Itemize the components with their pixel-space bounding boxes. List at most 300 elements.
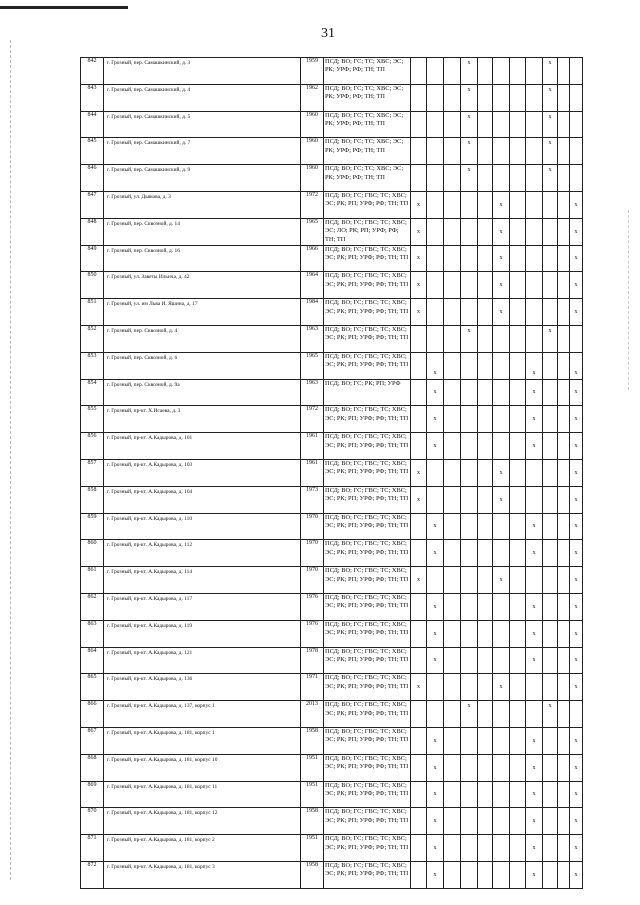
row-address: г. Грозный, пр-кт. А.Кадырова, д. 110 (104, 513, 301, 540)
mark-cell (526, 567, 543, 594)
row-address: г. Грозный, пер. Самашкинский, д. 9 (104, 165, 301, 192)
mark-cell: x (526, 835, 543, 862)
mark-cell (558, 567, 570, 594)
mark-cell (510, 701, 526, 728)
mark-cell (543, 486, 558, 513)
mark-cell (493, 701, 510, 728)
mark-cell: x (543, 58, 558, 85)
mark-cell (444, 325, 461, 352)
mark-cell: x (570, 808, 583, 835)
mark-cell: x (411, 272, 427, 299)
mark-cell: x (543, 111, 558, 138)
mark-cell: x (570, 433, 583, 460)
mark-cell (543, 299, 558, 326)
mark-cell: x (526, 352, 543, 379)
mark-cell (444, 352, 461, 379)
mark-cell (444, 459, 461, 486)
row-number: 863 (81, 620, 104, 647)
table-row (81, 593, 583, 620)
mark-cell (444, 808, 461, 835)
mark-cell (478, 808, 493, 835)
mark-cell (478, 272, 493, 299)
mark-cell (543, 245, 558, 272)
mark-cell (478, 835, 493, 862)
row-address: г. Грозный, пер. Самашкинский, д. 7 (104, 138, 301, 165)
mark-cell (526, 84, 543, 111)
mark-cell (461, 781, 478, 808)
mark-cell (543, 513, 558, 540)
mark-cell (411, 379, 427, 406)
mark-cell: x (570, 540, 583, 567)
mark-cell (411, 754, 427, 781)
row-year: 1960 (301, 111, 324, 138)
row-year: 1958 (301, 861, 324, 888)
table-row (81, 808, 583, 835)
mark-cell (444, 540, 461, 567)
row-year: 1951 (301, 754, 324, 781)
row-year: 1976 (301, 593, 324, 620)
mark-cell (478, 754, 493, 781)
mark-cell (526, 245, 543, 272)
mark-cell (444, 84, 461, 111)
row-works: ПСД; ВО; ГС; ГВС; ТС; ХВС; ЭС; РК; РП; УРФ; РФ; ТН; ТП (324, 272, 411, 299)
mark-cell (444, 567, 461, 594)
table-row (81, 754, 583, 781)
row-works: ПСД; ВО; ГС; ГВС; ТС; ХВС; ЭС; РК; РП; УРФ; РФ; ТН; ТП (324, 567, 411, 594)
mark-cell (411, 433, 427, 460)
mark-cell: x (570, 272, 583, 299)
mark-cell (493, 754, 510, 781)
row-works: ПСД; ВО; ГС; ГВС; ТС; ХВС; ЭС; РК; РП; УРФ; РФ; ТН; ТП (324, 406, 411, 433)
mark-cell (558, 218, 570, 245)
row-number: 855 (81, 406, 104, 433)
mark-cell: x (427, 620, 444, 647)
mark-cell (510, 459, 526, 486)
mark-cell (478, 218, 493, 245)
row-number: 850 (81, 272, 104, 299)
mark-cell: x (543, 325, 558, 352)
mark-cell (526, 111, 543, 138)
mark-cell: x (427, 727, 444, 754)
mark-cell (478, 781, 493, 808)
row-number: 854 (81, 379, 104, 406)
mark-cell (444, 58, 461, 85)
table-row (81, 647, 583, 674)
mark-cell (558, 781, 570, 808)
mark-cell: x (526, 513, 543, 540)
mark-cell (570, 701, 583, 728)
table-row (81, 459, 583, 486)
mark-cell (558, 861, 570, 888)
mark-cell (478, 406, 493, 433)
mark-cell (444, 191, 461, 218)
mark-cell (461, 433, 478, 460)
mark-cell: x (427, 647, 444, 674)
scan-left-edge (10, 40, 11, 880)
mark-cell (526, 138, 543, 165)
table-row (81, 218, 583, 245)
mark-cell (444, 165, 461, 192)
mark-cell (411, 647, 427, 674)
mark-cell: x (543, 84, 558, 111)
mark-cell (543, 808, 558, 835)
mark-cell (558, 111, 570, 138)
row-year: 1951 (301, 781, 324, 808)
row-works: ПСД; ВО; ГС; ГВС; ТС; ХВС; ЭС; РК; РП; УРФ; РФ; ТН; ТП (324, 352, 411, 379)
row-year: 1970 (301, 540, 324, 567)
table-row (81, 111, 583, 138)
row-works: ПСД; ВО; ГС; ГВС; ТС; ХВС; ЭС; РК; РП; УРФ; РФ; ТН; ТП (324, 781, 411, 808)
mark-cell (558, 486, 570, 513)
mark-cell (543, 861, 558, 888)
mark-cell (427, 674, 444, 701)
mark-cell: x (461, 165, 478, 192)
mark-cell (478, 58, 493, 85)
row-works: ПСД; ВО; ГС; ГВС; ТС; ХВС; ЭС; РК; РП; УРФ; РФ; ТН; ТП (324, 593, 411, 620)
mark-cell (478, 299, 493, 326)
row-address: г. Грозный, пр-кт. А.Кадырова, д. 181, корпус 11 (104, 781, 301, 808)
row-year: 1960 (301, 165, 324, 192)
mark-cell (411, 727, 427, 754)
table-row (81, 835, 583, 862)
mark-cell (493, 165, 510, 192)
mark-cell (478, 191, 493, 218)
row-year: 1951 (301, 835, 324, 862)
mark-cell (478, 727, 493, 754)
mark-cell: x (411, 218, 427, 245)
row-number: 867 (81, 727, 104, 754)
mark-cell: x (411, 486, 427, 513)
mark-cell: x (493, 218, 510, 245)
mark-cell (461, 593, 478, 620)
row-year: 1972 (301, 406, 324, 433)
row-number: 857 (81, 459, 104, 486)
row-address: г. Грозный, пр-кт. А.Кадырова, д. 137, корпус 1 (104, 701, 301, 728)
mark-cell: x (427, 379, 444, 406)
row-works: ПСД; ВО; ГС; ГВС; ТС; ХВС; ЭС; РК; РП; УРФ; РФ; ТН; ТП (324, 647, 411, 674)
table-row (81, 620, 583, 647)
row-year: 1978 (301, 647, 324, 674)
mark-cell: x (526, 781, 543, 808)
mark-cell (510, 406, 526, 433)
row-works: ПСД; ВО; ГС; ТС; ХВС; ЭС; РК; УРФ; РФ; ТН; ТП (324, 111, 411, 138)
mark-cell (493, 433, 510, 460)
mark-cell (461, 486, 478, 513)
row-works: ПСД; ВО; ГС; ГВС; ТС; ХВС; ЭС; РК; РП; УРФ; РФ; ТН; ТП (324, 620, 411, 647)
mark-cell: x (427, 593, 444, 620)
row-works: ПСД; ВО; ГС; ГВС; ТС; ХВС; ЭС; РК; РП; УРФ; РФ; ТН; ТП (324, 674, 411, 701)
row-year: 1962 (301, 84, 324, 111)
mark-cell: x (493, 191, 510, 218)
mark-cell (543, 781, 558, 808)
mark-cell (478, 138, 493, 165)
row-year: 1965 (301, 218, 324, 245)
mark-cell (411, 835, 427, 862)
mark-cell (461, 459, 478, 486)
mark-cell: x (526, 754, 543, 781)
mark-cell (461, 299, 478, 326)
table-row (81, 406, 583, 433)
mark-cell: x (526, 727, 543, 754)
row-works: ПСД; ВО; ГС; ГВС; ТС; ХВС; ЭС; РК; РП; УРФ; РФ; ТН; ТП (324, 433, 411, 460)
row-year: 1971 (301, 674, 324, 701)
mark-cell (558, 433, 570, 460)
row-year: 1961 (301, 459, 324, 486)
mark-cell: x (411, 674, 427, 701)
table-row (81, 191, 583, 218)
mark-cell: x (526, 540, 543, 567)
row-works: ПСД; ВО; ГС; ГВС; ТС; ХВС; ЭС; РК; РП; УРФ; РФ; ТН; ТП (324, 861, 411, 888)
mark-cell (510, 325, 526, 352)
mark-cell (444, 272, 461, 299)
table-row (81, 567, 583, 594)
mark-cell: x (526, 593, 543, 620)
mark-cell (478, 84, 493, 111)
mark-cell (411, 513, 427, 540)
mark-cell (510, 513, 526, 540)
table-row (81, 165, 583, 192)
mark-cell (411, 58, 427, 85)
row-address: г. Грозный, пр-кт. А.Кадырова, д. 181, корпус 1 (104, 727, 301, 754)
mark-cell (411, 540, 427, 567)
mark-cell (411, 593, 427, 620)
mark-cell (461, 191, 478, 218)
mark-cell (493, 138, 510, 165)
mark-cell (444, 379, 461, 406)
row-year: 1961 (301, 433, 324, 460)
mark-cell (510, 835, 526, 862)
row-number: 847 (81, 191, 104, 218)
mark-cell (526, 459, 543, 486)
mark-cell: x (543, 165, 558, 192)
row-address: г. Грозный, пр-кт. А.Кадырова, д. 181, корпус 12 (104, 808, 301, 835)
housing-register-table (80, 57, 583, 889)
mark-cell: x (461, 138, 478, 165)
mark-cell: x (411, 245, 427, 272)
mark-cell: x (493, 299, 510, 326)
mark-cell: x (570, 513, 583, 540)
mark-cell (478, 165, 493, 192)
row-year: 1966 (301, 245, 324, 272)
row-address: г. Грозный, ул. им Льва И. Яшина, д. 17 (104, 299, 301, 326)
row-year: 1958 (301, 727, 324, 754)
mark-cell (510, 138, 526, 165)
mark-cell (427, 486, 444, 513)
mark-cell: x (493, 459, 510, 486)
row-address: г. Грозный, пр-кт. А.Кадырова, д. 112 (104, 540, 301, 567)
mark-cell: x (570, 835, 583, 862)
row-number: 864 (81, 647, 104, 674)
row-year: 2013 (301, 701, 324, 728)
row-year: 1959 (301, 58, 324, 85)
mark-cell (510, 620, 526, 647)
mark-cell (526, 299, 543, 326)
row-number: 870 (81, 808, 104, 835)
mark-cell: x (570, 379, 583, 406)
mark-cell (444, 701, 461, 728)
row-address: г. Грозный, пр-кт. А.Кадырова, д. 136 (104, 674, 301, 701)
mark-cell (510, 433, 526, 460)
table-row (81, 272, 583, 299)
mark-cell (510, 58, 526, 85)
mark-cell (558, 379, 570, 406)
mark-cell (461, 647, 478, 674)
mark-cell (543, 191, 558, 218)
row-works: ПСД; ВО; ГС; ГВС; ТС; ХВС; ЭС; РК; РП; УРФ; РФ; ТН; ТП (324, 701, 411, 728)
mark-cell: x (493, 567, 510, 594)
mark-cell (510, 218, 526, 245)
mark-cell (558, 352, 570, 379)
mark-cell: x (493, 272, 510, 299)
mark-cell (493, 379, 510, 406)
mark-cell: x (570, 593, 583, 620)
mark-cell: x (461, 58, 478, 85)
mark-cell: x (526, 433, 543, 460)
row-number: 869 (81, 781, 104, 808)
mark-cell (510, 727, 526, 754)
mark-cell (427, 191, 444, 218)
row-year: 1972 (301, 191, 324, 218)
mark-cell (510, 272, 526, 299)
mark-cell (543, 540, 558, 567)
mark-cell (526, 272, 543, 299)
row-works: ПСД; ВО; ГС; ГВС; ТС; ХВС; ЭС; РК; РП; УРФ; РФ; ТН; ТП (324, 835, 411, 862)
mark-cell (558, 299, 570, 326)
row-address: г. Грозный, пер. Самашкинский, д. 4 (104, 84, 301, 111)
row-address: г. Грозный, пр-кт. А.Кадырова, д. 117 (104, 593, 301, 620)
mark-cell (478, 433, 493, 460)
mark-cell (526, 165, 543, 192)
row-address: г. Грозный, пр-кт. А.Кадырова, д. 104 (104, 486, 301, 513)
mark-cell: x (570, 781, 583, 808)
mark-cell (427, 325, 444, 352)
row-number: 858 (81, 486, 104, 513)
mark-cell (543, 754, 558, 781)
mark-cell (510, 861, 526, 888)
mark-cell (543, 835, 558, 862)
row-number: 871 (81, 835, 104, 862)
row-number: 862 (81, 593, 104, 620)
mark-cell: x (570, 191, 583, 218)
mark-cell (461, 406, 478, 433)
mark-cell: x (570, 218, 583, 245)
row-address: г. Грозный, пер. Сквозной, д. 14 (104, 218, 301, 245)
mark-cell (543, 218, 558, 245)
mark-cell (411, 781, 427, 808)
mark-cell: x (427, 433, 444, 460)
mark-cell (461, 808, 478, 835)
mark-cell (478, 701, 493, 728)
mark-cell (570, 325, 583, 352)
mark-cell (478, 486, 493, 513)
mark-cell (510, 486, 526, 513)
mark-cell (411, 84, 427, 111)
table-row (81, 540, 583, 567)
table-row (81, 379, 583, 406)
mark-cell (543, 727, 558, 754)
mark-cell (558, 272, 570, 299)
mark-cell (444, 781, 461, 808)
mark-cell (427, 165, 444, 192)
row-number: 853 (81, 352, 104, 379)
mark-cell (570, 165, 583, 192)
mark-cell (510, 781, 526, 808)
table-row (81, 486, 583, 513)
mark-cell (510, 352, 526, 379)
mark-cell (558, 808, 570, 835)
mark-cell (493, 835, 510, 862)
mark-cell: x (493, 674, 510, 701)
table-row (81, 727, 583, 754)
mark-cell (558, 620, 570, 647)
row-year: 1958 (301, 808, 324, 835)
mark-cell (478, 593, 493, 620)
mark-cell (510, 674, 526, 701)
mark-cell: x (461, 701, 478, 728)
mark-cell: x (411, 191, 427, 218)
row-works: ПСД; ВО; ГС; РК; РП; УРФ (324, 379, 411, 406)
mark-cell (526, 486, 543, 513)
mark-cell (558, 727, 570, 754)
mark-cell (510, 84, 526, 111)
mark-cell: x (570, 861, 583, 888)
mark-cell (493, 727, 510, 754)
mark-cell (427, 58, 444, 85)
row-address: г. Грозный, пр-кт. А.Кадырова, д. 114 (104, 567, 301, 594)
mark-cell (558, 593, 570, 620)
mark-cell (510, 754, 526, 781)
row-address: г. Грозный, пер. Самашкинский, д. 5 (104, 111, 301, 138)
table-row (81, 84, 583, 111)
mark-cell (444, 513, 461, 540)
row-address: г. Грозный, пер. Сквозной, д. 6 (104, 352, 301, 379)
mark-cell (558, 138, 570, 165)
row-number: 843 (81, 84, 104, 111)
mark-cell (427, 245, 444, 272)
mark-cell: x (411, 459, 427, 486)
mark-cell (461, 513, 478, 540)
mark-cell (558, 245, 570, 272)
mark-cell (526, 218, 543, 245)
row-year: 1963 (301, 379, 324, 406)
mark-cell: x (570, 754, 583, 781)
scan-top-bar (0, 6, 128, 9)
mark-cell (558, 754, 570, 781)
row-works: ПСД; ВО; ГС; ГВС; ТС; ХВС; ЭС; ЛО; РК; РП; УРФ; РФ; ТН; ТП (324, 218, 411, 245)
mark-cell (444, 218, 461, 245)
mark-cell (427, 138, 444, 165)
row-works: ПСД; ВО; ГС; ГВС; ТС; ХВС; ЭС; РК; РП; УРФ; РФ; ТН; ТП (324, 299, 411, 326)
row-works: ПСД; ВО; ГС; ГВС; ТС; ХВС; ЭС; РК; РП; УРФ; РФ; ТН; ТП (324, 325, 411, 352)
mark-cell (510, 111, 526, 138)
row-works: ПСД; ВО; ГС; ГВС; ТС; ХВС; ЭС; РК; РП; УРФ; РФ; ТН; ТП (324, 540, 411, 567)
mark-cell (570, 84, 583, 111)
mark-cell (444, 406, 461, 433)
row-number: 860 (81, 540, 104, 567)
row-address: г. Грозный, пер. Сквозной, д. 16 (104, 245, 301, 272)
mark-cell (444, 620, 461, 647)
row-address: г. Грозный, пр-кт. А.Кадырова, д. 103 (104, 459, 301, 486)
mark-cell (427, 701, 444, 728)
row-address: г. Грозный, пр-кт. А.Кадырова, д. 121 (104, 647, 301, 674)
row-number: 852 (81, 325, 104, 352)
mark-cell (444, 245, 461, 272)
mark-cell (558, 647, 570, 674)
table-row (81, 861, 583, 888)
row-number: 848 (81, 218, 104, 245)
mark-cell: x (427, 513, 444, 540)
mark-cell (444, 111, 461, 138)
